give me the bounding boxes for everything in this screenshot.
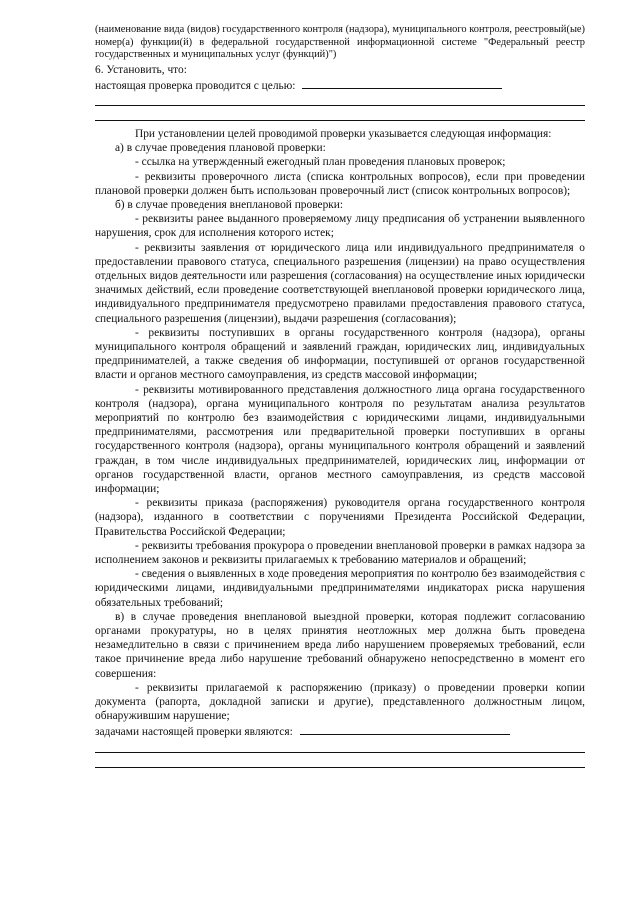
unplanned-item-1: - реквизиты ранее выданного проверяемому лицу предписания об устранении выявленного нарушения, срок для исполнения которого истек; (95, 213, 585, 240)
urgent-item-1: - реквизиты прилагаемой к распоряжению (приказу) о проведении проверки копии документа (рапорта, докладной записки и другие), представленного должностным лицом, обнаружившим нарушение; (95, 681, 585, 723)
unplanned-item-3: - реквизиты поступивших в органы государственного контроля (надзора), органы муниципального контроля обращений и заявлений граждан, юридических лиц, индивидуальных предпринимателей, а также сведения об информации, поступившей от органов государственной власти и органов местного самоуправления, из средств массовой информации; (95, 326, 585, 382)
planned-item-2: - реквизиты проверочного листа (списка контрольных вопросов), если при проведении плановой проверки должен быть использован проверочный лист (список контрольных вопросов); (95, 170, 585, 197)
unplanned-heading: б) в случае проведения внеплановой проверки: (115, 198, 344, 211)
unplanned-item-2: - реквизиты заявления от юридического лица или индивидуального предпринимателя о предоставлении правового статуса, специального разрешения (лицензии) на право осуществления отдельных видов деятельности или разрешения (согласования) на осуществление иных юридически значимых действий, если проведение соответствующей внеплановой проверки юридического лица, индивидуального предпринимателя предусмотрено правилами предоставления правового статуса, специального разрешения (лицензии), выдачи разрешения (согласования); (95, 241, 585, 325)
planned-heading: а) в случае проведения плановой проверки: (115, 142, 326, 155)
document-page (95, 24, 585, 768)
purpose-input-line[interactable] (302, 77, 502, 89)
purpose-blank-line-1[interactable] (95, 105, 585, 106)
unplanned-item-4: - реквизиты мотивированного представления должностного лица органа государственного контроля (надзора), органа муниципального контроля по результатам анализа результатов мероприятий по контролю без взаимодействия с юридическими лицами, индивидуальными предпринимателями, рассмотрения или предварительной проверки поступивших в органы государственного контроля (надзора), органы муниципального контроля обращений и заявлений граждан, в том числе индивидуальных предпринимателей, юридических лиц, информации от органов государственной власти, органов местного самоуправления, из средств массовой информации; (95, 383, 585, 495)
tasks-blank-line-1[interactable] (95, 752, 585, 753)
purpose-row (95, 77, 585, 93)
item-6-heading: 6. Установить, что: (95, 63, 187, 76)
unplanned-item-7: - сведения о выявленных в ходе проведения мероприятия по контролю без взаимодействия с юридическими лицами, индивидуальными предпринимателями индикаторах риска нарушения обязательных требований; (95, 568, 585, 609)
tasks-row (95, 723, 585, 739)
tasks-input-line[interactable] (300, 723, 510, 735)
control-type-note: (наименование вида (видов) государственного контроля (надзора), муниципального контроля, реестровый(ые) номер(а) функции(й) в федеральной государственной информационной системе "Федеральный реестр государственных и муниципальных услуг (функций)") (95, 24, 585, 60)
purpose-label: настоящая проверка проводится с целью: (95, 79, 296, 92)
urgent-heading: в) в случае проведения внеплановой выездной проверки, которая подлежит согласованию органами прокуратуры, но в целях принятия неотложных мер должна быть проведена незамедлительно в связи с причинением вреда либо нарушением проверяемых требований, если такое причинение вреда либо нарушение требований обнаружено непосредственно в момент его совершения: (95, 610, 585, 680)
tasks-label: задачами настоящей проверки являются: (95, 726, 293, 739)
purpose-intro: При установлении целей проводимой проверки указывается следующая информация: (135, 127, 552, 140)
unplanned-item-6: - реквизиты требования прокурора о проведении внеплановой проверки в рамках надзора за исполнением законов и реквизиты прилагаемых к требованию материалов и обращений; (95, 539, 585, 566)
planned-item-1: - ссылка на утвержденный ежегодный план проведения плановых проверок; (135, 156, 506, 169)
tasks-blank-line-2[interactable] (95, 767, 585, 768)
unplanned-item-5: - реквизиты приказа (распоряжения) руководителя органа государственного контроля (надзора), изданного в соответствии с поручениями Президента Российской Федерации, Правительства Российской Федерации; (95, 497, 585, 538)
